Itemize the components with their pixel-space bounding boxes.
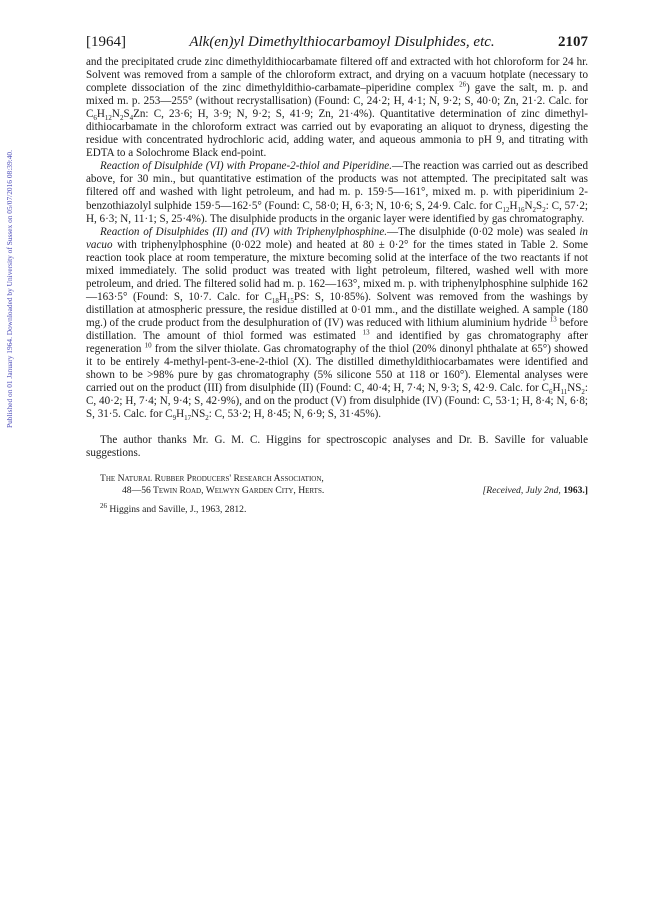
- paragraph-propane-thiol: Reaction of Disulphide (VI) with Propane-2-thiol and Piperidine.—The reaction was carried out as described above, for 30 min., but quantitative estimation of the products was not attempted. The precipitated salt was filtered off and washed with light petroleum, and had m. p. 159·5—161°, mixed m. p. with piperidinium 2-benzothiazolyl sulphide 159·5—162·5° (Found: C, 58·0; H, 6·3; N, 10·6; S, 24·9. Calc. for $C_{12}H_{16}N_2S_2$: C, 57·2; H, 6·3; N, 11·1; S, 25·4%). The disulphide products in the organic layer were identified by gas chromatography.: [86, 160, 588, 225]
- received-date: [Received, July 2nd, 1963.]: [482, 485, 588, 497]
- affiliation-block: [86, 473, 588, 497]
- page-header: [86, 34, 588, 54]
- paragraph-triphenylphosphine: Reaction of Disulphides (II) and (IV) with Triphenylphosphine.—The disulphide (0·02 mole) was sealed in vacuo with triphenylphosphine (0·022 mole) and heated at 80 ± 0·2° for the times stated in Table 2. Some reaction took place at room temperature, the mixture becoming solid at the interface of the two reactants if not mixed immediately. The solid product was treated with light petroleum, filtered, washed well with more petroleum, and dried. The filtered solid had m. p. 162—163°, mixed m. p. with triphenylphosphine sulphide 162—163·5° (Found: S, 10·7. Calc. for $C_{18}H_{15}PS$: S, 10·85%). Solvent was removed from the washings by distillation at atmospheric pressure, the residue distilled at 0·01 mm., and the distillate weighed. A sample (180 mg.) of the crude product from the desulphuration of (IV) was reduced with lithium aluminium hydride $^{13}$ before distillation. The amount of thiol formed was estimated $^{13}$ and identified by gas chromatography after regeneration $^{10}$ from the silver thiolate. Gas chromatography of the thiol (20% dinonyl phthalate at 65°) showed it to be entirely 4-methyl-pent-3-ene-2-thiol (X). The distilled dimethyldithiocarbamates were identified and shown to be >98% pure by gas chromatography (5% silicone 550 at 118 or 160°). Elemental analyses were carried out on the product (III) from disulphide (II) (Found: C, 40·4; H, 7·4; N, 9·3; S, 42·9. Calc. for $C_6H_{11}NS_2$: C, 40·2; H, 7·4; N, 9·4; S, 42·9%), and on the product (V) from disulphide (IV) (Found: C, 53·1; H, 8·4; N, 6·8; S, 31·5. Calc. for $C_9H_{17}NS_2$: C, 53·2; H, 8·45; N, 6·9; S, 31·45%).: [86, 225, 588, 423]
- affiliation-line-1: The Natural Rubber Producers' Research Association,: [100, 473, 324, 485]
- affiliation-line-2: 48—56 Tewin Road, Welwyn Garden City, Herts.: [122, 485, 325, 497]
- acknowledgement: The author thanks Mr. G. M. C. Higgins for spectroscopic analyses and Dr. B. Saville for valuable suggestions.: [86, 434, 588, 460]
- publication-sidebar-note: Published on 01 January 1964. Downloaded by University of Sussex on 05/07/2016 08:39:40.: [5, 150, 14, 428]
- paragraph-zinc-salt: and the precipitated crude zinc dimethyldithiocarbamate filtered off and extracted with hot chloroform for 24 hr. Solvent was removed from a sample of the chloroform extract, and drying on a vacuum hotplate (necessary to complete dissociation of the zinc dimethyldithio-carbamate–piperidine complex $^{26}$) gave the salt, m. p. and mixed m. p. 253—255° (without recrystallisation) (Found: C, 24·2; H, 4·1; N, 9·2; S, 40·0; Zn, 21·2. Calc. for $C_6H_{12}N_2S_4Zn$: C, 23·6; H, 3·9; N, 9·2; S, 41·9; Zn, 21·4%). Quantitative determination of zinc dimethyl-dithiocarbamate in the chloroform extract was carried out by evaporating an aliquot to dryness, digesting the residue with concentrated hydrochloric acid, adding water, and aqueous ammonia to pH 9, and titrating with EDTA to a Solochrome Black end-point.: [86, 56, 589, 160]
- header-year: [1964]: [86, 34, 126, 50]
- section-heading: Reaction of Disulphide (VI) with Propane-2-thiol and Piperidine.: [100, 160, 392, 173]
- affiliation-address: [86, 473, 324, 497]
- body-text: [86, 56, 588, 516]
- page-number: 2107: [558, 34, 588, 50]
- header-title: Alk(en)yl Dimethylthiocarbamoyl Disulphides, etc.: [189, 34, 495, 50]
- section-heading: Reaction of Disulphides (II) and (IV) with Triphenylphosphine.: [100, 225, 388, 238]
- footnote: $^{26}$ Higgins and Saville, J., 1963, 2812.: [100, 502, 247, 516]
